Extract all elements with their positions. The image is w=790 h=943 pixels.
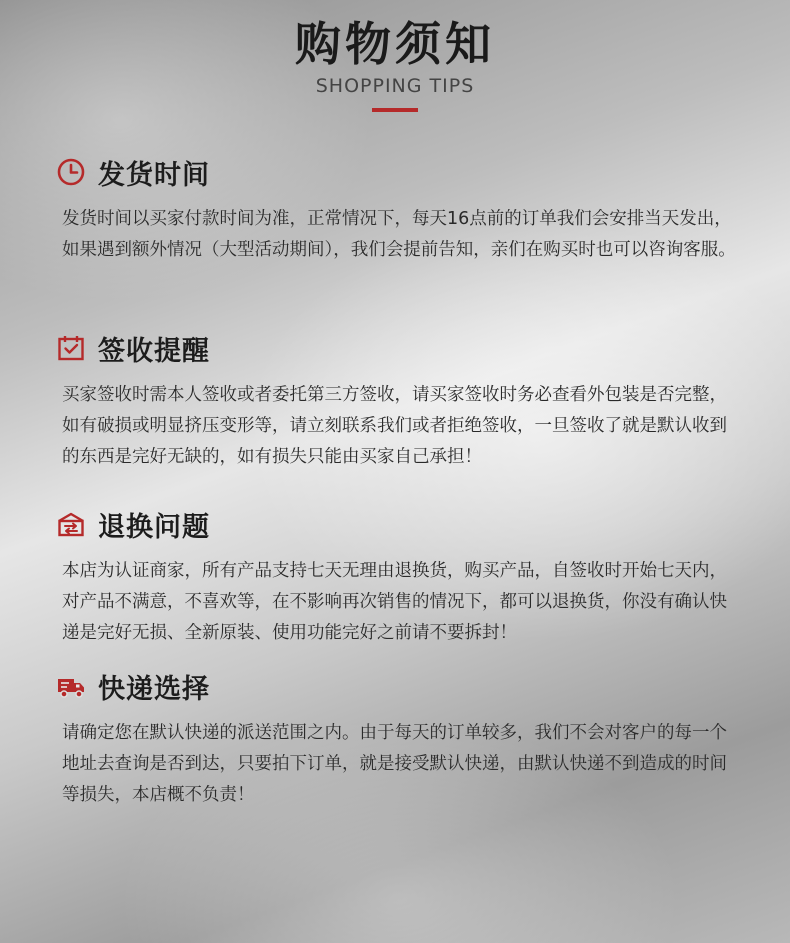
section-title: 发货时间 [98,159,210,191]
clock-icon [56,157,86,187]
delivery-truck-icon [56,671,86,701]
page-header [0,14,790,112]
section-header [56,666,736,706]
section-body: 发货时间以买家付款时间为准，正常情况下，每天16点前的订单我们会安排当天发出，如果遇到额外情况（大型活动期间），我们会提前告知，亲们在购买时也可以咨询客服。 [62,209,736,260]
section-header [56,152,736,192]
section-title: 退换问题 [98,511,210,543]
section-courier-choice [56,666,736,811]
page-subtitle: SHOPPING TIPS [315,75,475,97]
section-receipt-reminder [56,328,736,473]
section-body: 本店为认证商家，所有产品支持七天无理由退换货，购买产品，自签收时开始七天内，对产品不满意，不喜欢等，在不影响再次销售的情况下，都可以退换货，你没有确认快递是完好无损、全新原装、使用功能完好之前请不要拆封！ [62,561,727,643]
section-title: 快递选择 [98,673,210,705]
return-package-icon [56,509,86,539]
page-title: 购物须知 [295,17,495,71]
section-header [56,328,736,368]
section-body: 请确定您在默认快递的派送范围之内。由于每天的订单较多，我们不会对客户的每一个地址去查询是否到达，只要拍下订单，就是接受默认快递，由默认快递不到造成的时间等损失，本店概不负责！ [62,723,727,805]
title-underline [372,108,418,112]
section-header [56,504,736,544]
section-title: 签收提醒 [98,335,210,367]
section-shipping-time [56,152,736,266]
section-body: 买家签收时需本人签收或者委托第三方签收，请买家签收时务必查看外包装是否完整，如有破损或明显挤压变形等，请立刻联系我们或者拒绝签收，一旦签收了就是默认收到的东西是完好无缺的，如有损失只能由买家自己承担！ [62,385,727,467]
calendar-check-icon [56,333,86,363]
section-returns [56,504,736,649]
